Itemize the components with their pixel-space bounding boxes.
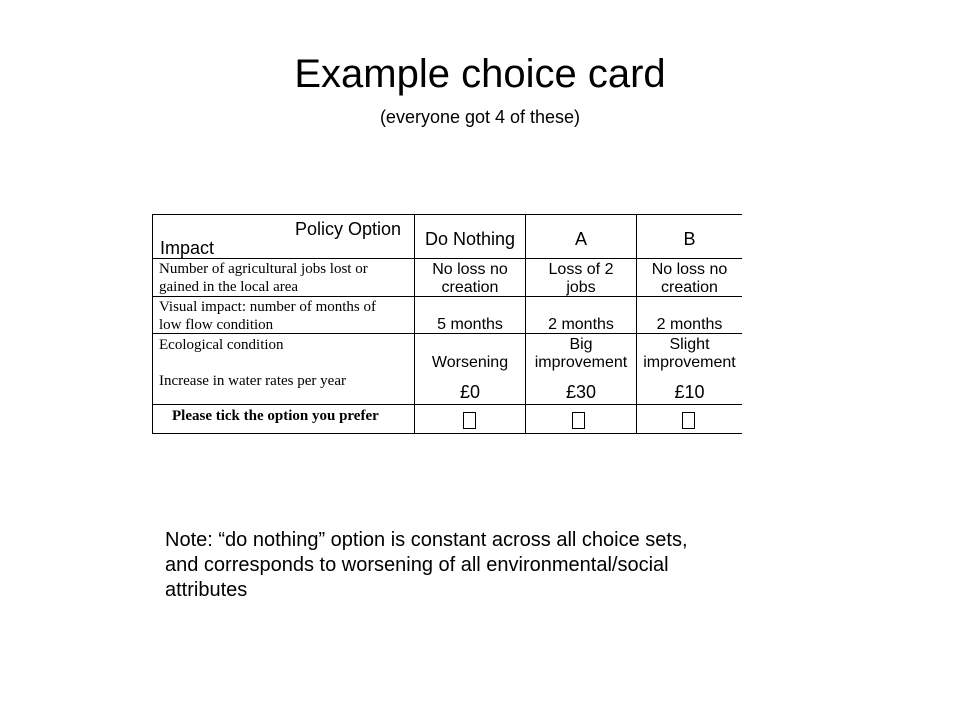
option-header-a: A: [574, 229, 587, 249]
table-left-border: [152, 214, 153, 434]
jobs-value-a-line2: jobs: [566, 279, 596, 296]
attribute-visual-line2: low flow condition: [159, 317, 274, 333]
footnote: Note: “do nothing” option is constant across all choice sets, and corresponds to worsening of all environmental/social attributes: [165, 529, 688, 601]
ecological-value-b-line1: Slight: [669, 336, 710, 353]
tick-box-a[interactable]: [572, 412, 585, 429]
ecological-value-a-line2: improvement: [534, 354, 628, 371]
jobs-value-a-line1: Loss of 2: [548, 261, 614, 278]
attribute-ecological: Ecological condition: [159, 337, 284, 353]
tick-box-do-nothing[interactable]: [463, 412, 476, 429]
ecological-value-a-line1: Big: [569, 336, 593, 353]
page-subtitle: (everyone got 4 of these): [379, 107, 581, 127]
tick-prompt: Please tick the option you prefer: [172, 408, 379, 424]
attribute-jobs-line2: gained in the local area: [159, 279, 299, 295]
ecological-value-b-line2: improvement: [643, 354, 736, 371]
header-divider: [152, 258, 742, 259]
option-header-b: B: [683, 229, 696, 249]
visual-value-a: 2 months: [548, 316, 614, 333]
row-divider-3: [152, 404, 742, 405]
water-rate-b: £10: [674, 382, 705, 402]
attribute-water-rates: Increase in water rates per year: [159, 373, 346, 389]
choice-card-table: [152, 214, 742, 435]
table-bottom-border: [152, 433, 742, 434]
impact-label: Impact: [160, 238, 215, 258]
page-title: Example choice card: [294, 52, 666, 96]
jobs-value-b-line2: creation: [661, 279, 718, 296]
tick-box-b[interactable]: [682, 412, 695, 429]
jobs-value-b-line1: No loss no: [651, 261, 728, 278]
jobs-value-do-nothing-line2: creation: [441, 279, 499, 296]
visual-value-b: 2 months: [656, 316, 723, 333]
ecological-value-do-nothing-line2: Worsening: [431, 354, 509, 371]
jobs-value-do-nothing-line1: No loss no: [432, 261, 508, 278]
option-header-do-nothing: Do Nothing: [424, 229, 516, 249]
water-rate-do-nothing: £0: [459, 382, 481, 402]
attribute-jobs-line1: Number of agricultural jobs lost or: [159, 261, 368, 277]
attribute-visual-line1: Visual impact: number of months of: [159, 299, 376, 315]
visual-value-do-nothing: 5 months: [437, 316, 503, 333]
water-rate-a: £30: [565, 382, 597, 402]
policy-option-label: Policy Option: [295, 219, 402, 239]
table-top-border: [152, 214, 742, 215]
